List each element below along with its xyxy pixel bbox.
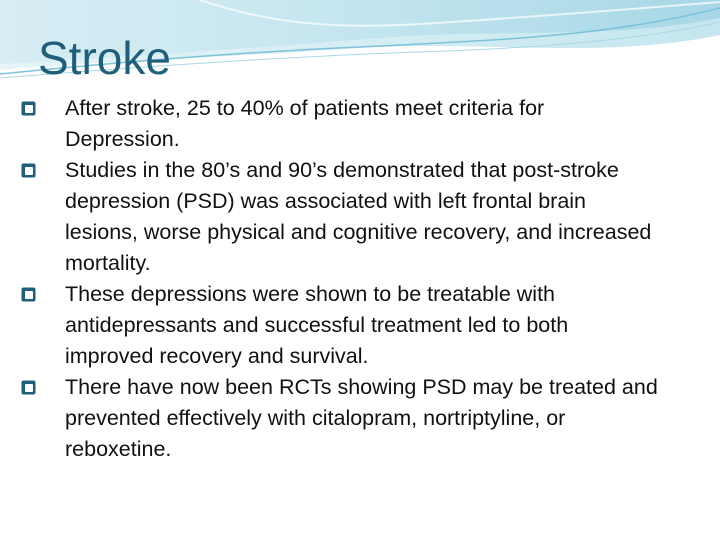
bullet-item xyxy=(18,93,658,155)
bullet-text: Studies in the 80’s and 90’s demonstrated that post-stroke depression (PSD) was associated with left frontal brain lesions, worse physical and cognitive recovery, and increased mortality. xyxy=(65,158,652,275)
checkbox-bullet-icon xyxy=(21,163,36,178)
bullet-item xyxy=(18,279,658,372)
bullet-text: There have now been RCTs showing PSD may be treated and prevented effectively with citalopram, nortriptyline, or reboxetine. xyxy=(65,375,658,461)
bullet-item xyxy=(18,155,658,279)
bullet-text: These depressions were shown to be treatable with antidepressants and successful treatment led to both improved recovery and survival. xyxy=(65,282,569,368)
checkbox-bullet-icon xyxy=(21,380,36,395)
slide-title: Stroke xyxy=(38,32,171,84)
checkbox-bullet-icon xyxy=(21,101,36,116)
bullet-text: After stroke, 25 to 40% of patients meet criteria for Depression. xyxy=(65,96,545,151)
checkbox-bullet-icon xyxy=(21,287,36,302)
bullet-item xyxy=(18,372,658,465)
bullet-list xyxy=(18,93,658,465)
